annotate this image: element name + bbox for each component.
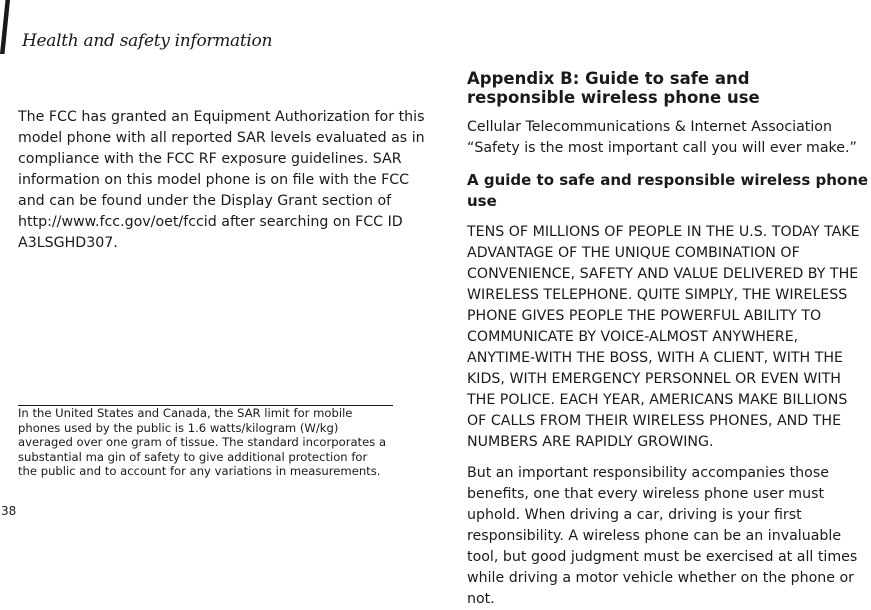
page-number: 38 bbox=[1, 504, 17, 518]
sar-footnote: In the United States and Canada, the SAR limit for mobile phones used by the public is 1.6 watts/kilogram (W/kg) averaged over one gram of tissue. The standard incorporates a substantial ma gin of safety to give additional protection for the public and to account for any variations in measurements. bbox=[18, 406, 387, 479]
guide-subtitle: A guide to safe and responsible wireless phone use bbox=[467, 171, 869, 210]
section-header-title: Health and safety information bbox=[22, 31, 273, 51]
appendix-title: Appendix B: Guide to safe and responsible wireless phone use bbox=[467, 69, 760, 107]
fcc-paragraph: The FCC has granted an Equipment Authorization for this model phone with all reported SAR levels evaluated as in compliance with the FCC RF exposure guidelines. SAR information on this model phone is on file with the FCC and can be found under the Display Grant section of http://www.fcc.gov/oet/fccid after searching on FCC ID A3LSGHD307. bbox=[18, 109, 425, 251]
header-accent-bar bbox=[0, 0, 10, 54]
responsibility-paragraph: But an important responsibility accompanies those benefits, one that every wireless phone user must uphold. When driving a car, driving is your first responsibility. A wireless phone can be an invaluable tool, but good judgment must be exercised at all times while driving a motor vehicle whether on the phone or not. bbox=[467, 465, 858, 607]
right-column bbox=[467, 69, 869, 610]
org-line: Cellular Telecommunications & Internet Association bbox=[467, 119, 832, 135]
safety-quote: “Safety is the most important call you will ever make.” bbox=[467, 140, 857, 156]
left-column bbox=[18, 107, 436, 254]
intro-paragraph: TENS OF MILLIONS OF PEOPLE IN THE U.S. TODAY TAKE ADVANTAGE OF THE UNIQUE COMBINATION OF CONVENIENCE, SAFETY AND VALUE DELIVERED BY THE WIRELESS TELEPHONE. QUITE SIMPLY, THE WIRELESS PHONE GIVES PEOPLE THE POWERFUL ABILITY TO COMMUNICATE BY VOICE-ALMOST ANYWHERE, ANYTIME-WITH THE BOSS, WITH A CLIENT, WITH THE KIDS, WITH EMERGENCY PERSONNEL OR EVEN WITH THE POLICE. EACH YEAR, AMERICANS MAKE BILLIONS OF CALLS FROM THEIR WIRELESS PHONES, AND THE NUMBERS ARE RAPIDLY GROWING. bbox=[467, 224, 860, 450]
